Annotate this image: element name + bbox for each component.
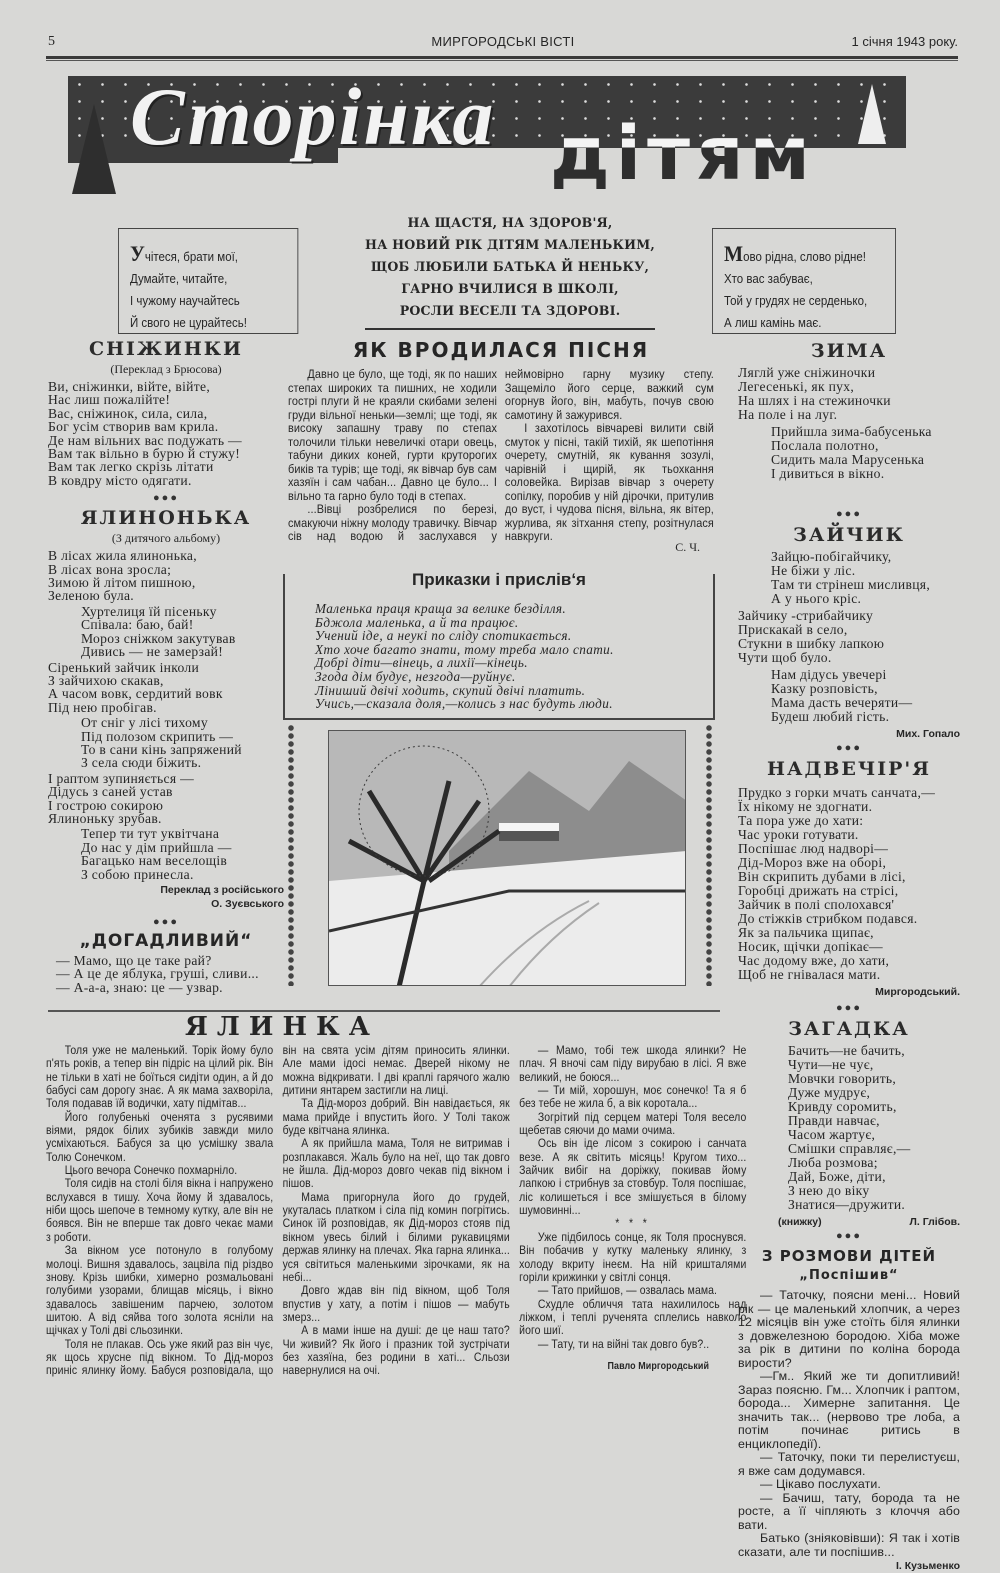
article-paragraph: Та Дід-мороз добрий. Він навідається, як мама прийде і впустить його. У Толі також буде квітчана ялинка.	[282, 1096, 510, 1138]
verse-line: А часом вовк, сердитий вовк	[48, 686, 223, 702]
article-paragraph: — Мамо, тобі теж шкода ялинки? Не плач. Я вночі сам піду вирубаю в лісі. Я вже великий, не боюся...	[519, 1043, 747, 1084]
dialogue-paragraph: — Цікаво послухати.	[760, 1477, 881, 1491]
stanza	[48, 716, 284, 770]
dialogue-paragraph: — Таточку, поки ти перелистуєш, я вже сам додумався.	[738, 1450, 960, 1478]
verse-line: Співала: баю, бай!	[81, 617, 194, 633]
verse-line: З нею до віку	[788, 1183, 870, 1198]
stanza	[48, 772, 284, 826]
stanza	[48, 661, 284, 715]
verse-line: Щоб не гнівалася мати.	[738, 967, 881, 982]
verse-line: І гострою сокирою	[48, 797, 164, 813]
joke-line-list	[48, 954, 284, 994]
verse-line: Чути—не чує,	[788, 1057, 874, 1072]
proverbs-box	[283, 570, 715, 720]
epigraph-line: чітеся, брати мої,	[144, 250, 238, 264]
article-paragraph: Ось він іде лісом з сокирою і санчата везе. А як світить місяць! Кругом тихо... Зайчик вибіг на доріжку, покивав йому лапкою і стрибнув за стовбур. Толя поспішає, ліс колишеться і все змішується в білому шумовинні...	[519, 1136, 747, 1218]
dialogue-title: З РОЗМОВИ ДІТЕЙ	[761, 1247, 937, 1265]
verse-line: До нас у дім прийшла —	[81, 839, 232, 855]
verse-line: А у нього кріс.	[771, 591, 862, 606]
proverb-list	[315, 602, 614, 711]
verse-line: З собою принесла.	[81, 866, 194, 882]
stanza	[48, 827, 284, 881]
article-paragraph: А в мами інше на душі: де це наш тато? Чи живий? Як його і празник той зустрічати без хазяїна, без родини в хаті... Сльози навернулися на очі.	[282, 1323, 510, 1378]
ornament-border	[285, 724, 297, 986]
greeting-line: ГАРНО ВЧИЛИСЯ В ШКОЛІ,	[401, 281, 619, 296]
stanza	[48, 380, 284, 487]
right-column	[738, 340, 960, 1573]
poem-yalynonka	[48, 549, 284, 881]
drop-cap: М	[723, 241, 744, 266]
verse-line: Ляглй уже сніжиночки	[738, 365, 876, 380]
article-paragraph: — Тату, ти на війні так довго був?..	[537, 1336, 710, 1351]
ornament-icon: ●●●	[836, 508, 862, 520]
poem-subtitle: (Переклад з Брюсова)	[110, 362, 222, 376]
greeting-line: РОСЛИ ВЕСЕЛІ ТА ЗДОРОВІ.	[399, 303, 621, 318]
page-number: 5	[48, 34, 55, 49]
stanza	[738, 425, 960, 481]
joke-line: — А-а-а, знаю: це — узвар.	[56, 979, 223, 995]
verse-line: Горобці дрижать на стрісі,	[738, 883, 899, 898]
article-paragraph-list	[288, 368, 714, 544]
article-paragraph: Схудле обличчя тата нахилилось над ліжком, і теплі рученята сплелись навколо його шиї.	[519, 1296, 747, 1338]
verse-line: Чути щоб було.	[738, 650, 832, 665]
verse-line: Прийшла зима-бабусенька	[771, 424, 932, 439]
verse-line: Правди навчає,	[788, 1113, 880, 1128]
verse-line: Нас лиш пожалійте!	[48, 392, 171, 408]
stanza	[48, 605, 284, 659]
divider	[365, 328, 655, 330]
stanza	[738, 609, 960, 665]
poem-credit: Л. Глібов.	[909, 1216, 960, 1228]
fir-tree-icon	[858, 84, 886, 144]
article-paragraph: За вікном усе потонуло в голубому молоці. Вишня здавалось, зацвіла під різдво знову. Крізь шибки, химерно розмальовані голубими узорами, блищав місяць, і вікно здавалось завішеним парчею, золотом шитою. А від сяйва того золота ясніли на щічках у Толі дві сльозинки.	[46, 1243, 274, 1338]
verse-line: В лісах вона зросла;	[48, 561, 172, 577]
verse-line: Вас, сніжинок, сила, сила,	[48, 405, 208, 421]
proverb: Ліниший двічі ходить, скупий двічі платить.	[315, 682, 586, 698]
epigraph-box-right	[712, 228, 896, 334]
verse-line: В лісах жила ялинонька,	[48, 548, 197, 564]
ornament-border	[703, 724, 715, 986]
verse-line: До стіжків стрибком подався.	[738, 911, 918, 926]
poem-zagadka	[738, 1044, 960, 1212]
article-paragraph: Толя не плакав. Ось уже який раз він чує, як щось хрусне під вікном. То Дід-мороз приніс ялинку йому. Бабуся розповідала, що він на свята усім дітям приносить ялинки. Але мами ідосі немає. Дверей нікому не можна відкривати. І дві краплі гарячого жалю дитини янтарем застигли на лиці.	[46, 1043, 510, 1378]
banner-title-script: Сторінка	[130, 71, 496, 162]
verse-line: От сніг у лісі тихому	[81, 715, 208, 731]
new-year-greeting	[335, 212, 685, 330]
article-paragraph-list	[519, 1231, 746, 1351]
greeting-line-list	[335, 212, 685, 322]
verse-line: Час уроки готувати.	[738, 827, 859, 842]
verse-line: Мороз сніжком закутував	[81, 630, 236, 646]
joke-line: — Мамо, що це таке рай?	[56, 953, 212, 968]
verse-line: Дід-Мороз вже на оборі,	[738, 855, 887, 870]
verse-line: Кривду соромить,	[788, 1099, 897, 1114]
verse-line: Їх нікому не здогнати.	[738, 799, 873, 814]
article-signature: С. Ч.	[675, 539, 700, 554]
dialogue-paragraph: —Гм.. Який же ти допитливий! Зараз поясню. Гм... Хлопчик і раптом, борода... Химерне запитання. Це значить так... (нервово тре лоба, а потім починає ритись в енциклопедії).	[738, 1369, 960, 1451]
greeting-line: НА НОВИЙ РІК ДІТЯМ МАЛЕНЬКИМ,	[364, 237, 656, 252]
poem-title: НАДВЕЧІР'Я	[767, 758, 931, 780]
dialogue-paragraph-list	[738, 1289, 960, 1559]
ornament-icon: ●●●	[153, 492, 179, 505]
stanza	[738, 668, 960, 724]
epigraph-line: Той у грудях не серденько,	[723, 294, 868, 308]
verse-line: Як за пальчика щипає,	[738, 925, 874, 940]
article-yalynka	[46, 1044, 746, 1378]
poem-nadvechirya	[738, 786, 960, 982]
verse-line: Тепер ти тут уквітчана	[81, 826, 220, 842]
dialogue-paragraph: Батько (зніяковівши): Я так і хотів сказати, але ти поспішив...	[738, 1531, 960, 1559]
stanza	[738, 550, 960, 606]
verse-line: І дивиться в вікно.	[771, 466, 885, 481]
poem-title: СНІЖИНКИ	[88, 338, 244, 360]
stanza	[738, 1044, 960, 1212]
dialogue-paragraph: — Таточку, поясни мені... Новий рік — це маленький хлопчик, а через 12 місяців він уже стоїть біля ялинки з довжелезною бородою. Хіба може за рік в дитини по коліна борода вирости?	[738, 1288, 960, 1370]
poem-title: ЗИМА	[810, 340, 888, 362]
article-credit: Павло Миргородський	[607, 1359, 710, 1372]
article-paragraph: — Тато прийшов, — озвалась мама.	[537, 1283, 718, 1298]
verse-line: На шлях і на стежиночки	[738, 393, 891, 408]
verse-line: Нам дідусь увечері	[771, 667, 887, 682]
verse-line: Ялиноньку зрубав.	[48, 810, 162, 826]
verse-line: Під полозом скрипить —	[81, 728, 234, 744]
verse-line: Бог усім створив вам крила.	[48, 419, 219, 435]
dialogue-paragraph: — Бачиш, тату, борода та не росте, а її чіпляють з клоччя або вати.	[738, 1490, 960, 1532]
poem-credit: Переклад з російського	[160, 884, 284, 896]
stanza	[738, 786, 960, 982]
verse-line: Там ти стрінеш мисливця,	[771, 577, 931, 592]
verse-line: Зеленою була.	[48, 588, 134, 604]
poem-credit: Миргородський.	[875, 986, 960, 998]
verse-line: Легесенькі, як пух,	[738, 379, 855, 394]
greeting-line: НА ЩАСТЯ, НА ЗДОРОВ'Я,	[407, 215, 613, 230]
proverb: Маленька праця краща за велике безділля.	[315, 601, 567, 616]
verse-line: Зайчик в полі сполохався'	[738, 897, 895, 912]
drop-cap: У	[129, 241, 145, 266]
stanza	[738, 366, 960, 422]
verse-line: Дай, Боже, діти,	[788, 1169, 886, 1184]
verse-line: Зайцю-побігайчику,	[771, 549, 892, 564]
article-paragraph: ...Вівці розбрелися по березі, смакуючи ніжну молоду травичку. Вівчар сів над водою й заслухався у неймовірно гарну музику степу. Защеміло його серце, важкий сум огорнув його, він, мабуть, почув свою самотину й зажурився.	[288, 367, 714, 543]
issue-date: 1 січня 1943 року.	[851, 34, 958, 49]
stanza	[48, 549, 284, 603]
verse-line: Стукни в шибку лапкою	[738, 636, 885, 651]
left-column	[48, 338, 284, 994]
verse-line: Дідусь з саней устав	[48, 784, 173, 800]
verse-line: Прудко з горки мчать санчата,—	[738, 785, 936, 800]
poem-snizhynky	[48, 380, 284, 487]
verse-line: Поспішає люд надворі—	[738, 841, 889, 856]
joke-line: — А це де яблука, груші, сливи...	[56, 966, 259, 982]
verse-line: Сіренький зайчик інколи	[48, 659, 200, 675]
article-paragraph: Давно це було, ще тоді, як по наших степах широких та пишних, не ходили гострі плуги й не краяли скибами зелені груди вільної неньки—землі; ще тоді, як високу запашну траву по степах толочили тільки невеличкі отари овець, табуни диких коней, гурти круторогих биків та турів; ще тоді, як вівчар був сам хазяїн і сам чабан... Давно це було... І вільно та гарно було тоді в степах.	[288, 367, 497, 503]
ornament-icon: ●●●	[836, 742, 862, 754]
dialogue-credit: І. Кузьменко	[895, 1560, 960, 1572]
joke-title: „ДОГАДЛИВИЙ“	[79, 931, 253, 951]
ornament-icon: ●●●	[836, 1230, 862, 1242]
verse-line: Знатися—дружити.	[788, 1197, 906, 1212]
verse-line: Під нею пробігав.	[48, 699, 157, 715]
article-paragraph: Мама пригорнула його до грудей, укуталась платком і сіла під комин погрітись. Синок їй розповідав, як Дід-мороз стояв під вікном увесь білий і білими рукавицями держав ялинку на плечах. Яка гарна ялинка... уся світиться маленькими зірочками, як на небі...	[282, 1189, 510, 1284]
divider	[48, 1010, 720, 1012]
verse-line: Багацько нам веселощів	[81, 853, 228, 869]
poem-credit: Мих. Гопало	[896, 728, 960, 740]
article-paragraph: Толя сидів на столі біля вікна і напружено вслухався в тишу. Хоча йому й здавалось, ніби щось шепоче в темному кутку, але він не боявся. Він не вперше так довго чекає мами з роботи.	[46, 1176, 274, 1244]
article-paragraph: Толя уже не маленький. Торік йому було п'ять років, а тепер він підріс на цілий рік. Він не тільки в хаті не боїться сидіти один, а й до бабусі сам дорогу знає. А як мама захворіла, Толя подавав їй водички, хату підмітав...	[46, 1043, 274, 1111]
fir-tree-icon	[72, 104, 116, 194]
verse-line: З зайчихою скакав,	[48, 672, 164, 688]
verse-line: Казку розповість,	[771, 681, 878, 696]
verse-line: Бачить—не бачить,	[788, 1043, 906, 1058]
verse-line: Час додому вже, до хати,	[738, 953, 890, 968]
poem-credit: О. Зуєвського	[211, 898, 284, 910]
article-paragraph: Довго ждав він під вікном, щоб Толя впустив у хату, а потім і пішов — мабуть змерз...	[282, 1283, 510, 1324]
epigraph-line: Думайте, читайте,	[129, 272, 228, 286]
proverb: Хто хоче багато знати, тому треба мало спати.	[315, 641, 614, 657]
verse-line: Де нам вільних вас подужать —	[48, 432, 242, 448]
section-banner	[68, 71, 906, 197]
epigraph-line: І чужому научайтесь	[129, 294, 240, 308]
verse-line: На поле і на луг.	[738, 407, 838, 422]
newspaper-title: МИРГОРОДСЬКІ ВІСТІ	[431, 34, 575, 49]
verse-line: Часом жартує,	[788, 1127, 876, 1142]
verse-line: То в сани кінь запряжений	[81, 741, 242, 757]
poem-title: ЯЛИНОНЬКА	[80, 507, 252, 530]
proverb: Добрі діти—вінець, а лихії—кінець.	[315, 655, 529, 671]
article-paragraph: І захотілось вівчареві вилити свій смуток у пісні, такій тихій, як шепотіння очерету, смутній, як кування зозулі, чарівній і щирій, як тьохкання соловейка. Вирізав вівчар з очерету сопілку, поробив у ній дірочки, притулив до вуст, і чудова пісня, вільна, як вітер, журлива, як зітхання степу, розітнулася навкруги.	[504, 421, 714, 543]
verse-line: В ковдру місто одягати.	[48, 472, 192, 488]
verse-line: Сидить мала Марусенька	[771, 452, 925, 467]
article-paragraph: — Ти мій, хорошун, моє сонечко! Та я б без тебе не жила б, а вік коротала...	[519, 1083, 747, 1111]
article-paragraph: Уже підбилось сонце, як Толя проснувся. Він побачив у кутку маленьку ялинку, з холоду вкриту інеєм. На ній кришталями горіли крижинки у світлі сонця.	[519, 1229, 747, 1284]
article-paragraph: А як прийшла мама, Толя не витримав і розплакався. Жаль було на неї, що так довго не йшла. Дід-мороз довго чекав під вікном і пішов.	[282, 1136, 510, 1191]
section-separator: * * *	[615, 1216, 651, 1231]
verse-line: Носик, щічки допікає—	[738, 939, 883, 954]
epigraph-box-left	[118, 228, 298, 334]
verse-line: Смішки справляє,—	[788, 1141, 911, 1156]
verse-line: Мовчки говорить,	[788, 1071, 897, 1086]
banner-title-block: дітям	[550, 111, 817, 197]
verse-line: Хуртелиця їй пісеньку	[81, 603, 217, 619]
verse-line: І раптом зупиняється —	[48, 770, 194, 786]
dialogue-subtitle: „Поспішив“	[799, 1268, 899, 1283]
verse-line: Зайчику -стрибайчику	[738, 608, 874, 623]
verse-line: Послала полотно,	[771, 438, 879, 453]
verse-line: Прискакай в село,	[738, 622, 848, 637]
verse-line: З села сюди біжить.	[81, 755, 202, 771]
proverb: Учись,—сказала доля,—колись з нас будуть люди.	[315, 696, 613, 712]
proverb: Згода дім будує, незгода—руйнує.	[315, 668, 516, 684]
poem-subtitle: (З дитячого альбому)	[111, 531, 221, 546]
article-paragraph: Його голубенькі оченята з русявими віями, рядок білих зубиків завжди мило усміхаються. Бабуся за цю усмішку звала Толю Сонечком.	[46, 1109, 274, 1164]
verse-line: Та пора уже до хати:	[738, 813, 864, 828]
poem-zyma	[738, 366, 960, 481]
proverb: Учений іде, а неукі по сліду спотикається.	[315, 628, 572, 644]
poem-zaichyk	[738, 550, 960, 724]
epigraph-line: ово рідна, слово рідне!	[743, 250, 866, 264]
verse-line: Вам так легко скрізь літати	[48, 459, 214, 475]
page-header	[48, 34, 958, 54]
greeting-line: ЩОБ ЛЮБИЛИ БАТЬКА Й НЕНЬКУ,	[370, 259, 650, 274]
poem-title: ЗАГАДКА	[788, 1018, 910, 1040]
ornament-icon: ●●●	[836, 1002, 862, 1014]
article-title: ЯК ВРОДИЛАСЯ ПІСНЯ	[352, 338, 650, 362]
verse-line: Зимою й літом пишною,	[48, 575, 196, 591]
verse-line: Дивись — не замерзай!	[81, 644, 224, 660]
article-song	[288, 338, 714, 554]
verse-line: Будеш любий гість.	[771, 709, 890, 724]
verse-line: Люба розмова;	[788, 1155, 878, 1170]
article-paragraph: Зогрітий під серцем матері Толя весело щебетав сяючи до мами очима.	[519, 1109, 747, 1138]
verse-line: Мама дасть вечеряти—	[771, 695, 913, 710]
header-rule	[46, 56, 958, 61]
verse-line: Не біжи у ліс.	[771, 563, 856, 578]
ornament-icon: ●●●	[153, 916, 179, 928]
proverbs-title: Приказки і прислів‘я	[412, 570, 586, 589]
epigraph-line: Хто вас забуває,	[723, 272, 813, 286]
article-title: ЯЛИНКА	[185, 1012, 379, 1042]
winter-landscape-photo	[328, 730, 686, 986]
epigraph-line: А лиш камінь має.	[723, 316, 822, 330]
article-paragraph: Цього вечора Сонечко похмарніло.	[64, 1163, 238, 1178]
verse-line: Ви, сніжинки, війте, війте,	[48, 379, 211, 394]
epigraph-line: Й свого не цурайтесь!	[129, 316, 247, 330]
poem-title: ЗАЙЧИК	[793, 524, 905, 546]
riddle-answer: (книжку)	[778, 1216, 822, 1228]
verse-line: Він скрипить дубами в лісі,	[738, 869, 906, 884]
proverb: Бджола маленька, а й та працює.	[315, 614, 519, 630]
verse-line: Дуже мудрує,	[788, 1085, 871, 1100]
verse-line: Вам так вільно в бурю й стужу!	[48, 446, 241, 462]
